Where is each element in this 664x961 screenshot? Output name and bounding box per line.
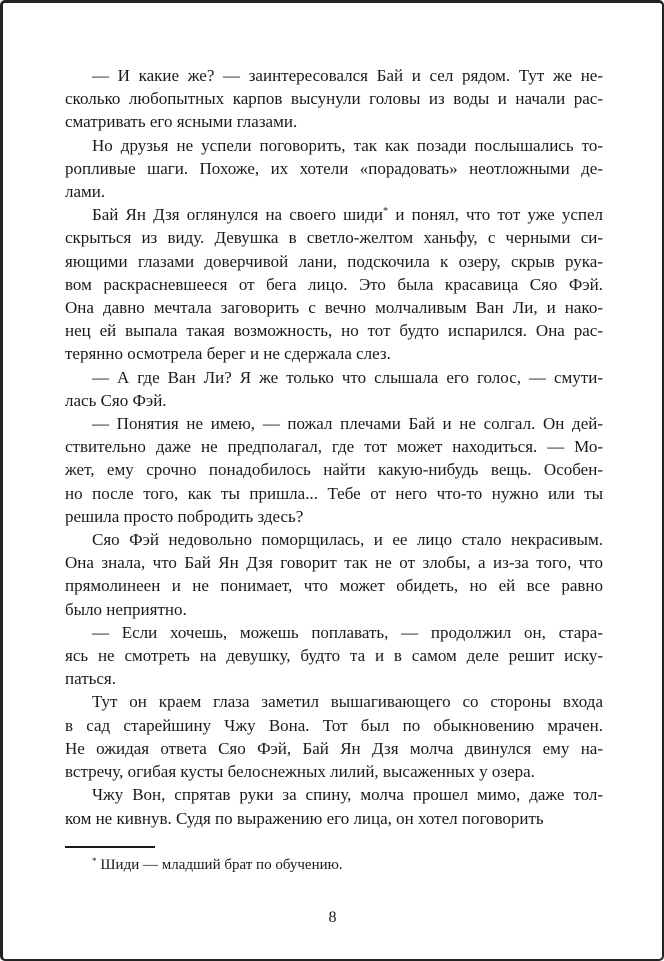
- text-line: нец ей выпала такая возможность, но тот будто испарился. Она рас-: [65, 321, 603, 341]
- text-line: — Понятия не имею, — пожал плечами Бай и не солгал. Он дей-: [92, 414, 603, 434]
- text-line: сматривать его ясными глазами.: [65, 112, 298, 132]
- paragraph: [65, 134, 603, 204]
- text-line: Чжу Вон, спрятав руки за спину, молча прошел мимо, даже тол-: [92, 785, 603, 805]
- text-line: терянно осмотрела берег и не сдержала слез.: [65, 344, 391, 364]
- text-line: скрыться из виду. Девушка в светло-желтом ханьфу, с черными си-: [65, 228, 603, 248]
- paragraph: [65, 366, 603, 412]
- text-line: Она давно мечтала заговорить с вечно молчаливым Ван Ли, и нако-: [65, 298, 603, 318]
- text-line: Но друзья не успели поговорить, так как позади послышались то-: [92, 135, 603, 155]
- footnote-marker: *: [92, 856, 97, 867]
- paragraph: [65, 64, 603, 134]
- text-line: Не ожидая ответа Сяо Фэй, Бай Ян Дзя молча двинулся ему на-: [65, 738, 603, 758]
- page-text: [65, 64, 603, 830]
- text-line: ствительно даже не предполагал, где тот может находиться. — Мо-: [65, 437, 603, 457]
- text-line: яющими глазами доверчивой лани, подскочила к озеру, скрыв рука-: [65, 251, 603, 271]
- text-line: ком не кивнув. Судя по выражению его лица, он хотел поговорить: [65, 808, 544, 828]
- page-number: 8: [328, 909, 337, 926]
- text-line: Она знала, что Бай Ян Дзя говорит так не от злобы, а из-за того, что: [65, 553, 603, 573]
- text-line: жет, ему срочно понадобилось найти какую-нибудь вещь. Особен-: [65, 460, 603, 480]
- text-line: Сяо Фэй недовольно поморщилась, и ее лицо стало некрасивым.: [92, 530, 603, 550]
- paragraph: [65, 621, 603, 691]
- text-line: Тут он краем глаза заметил вышагивающего со стороны входа: [92, 692, 603, 712]
- text-line: решила просто побродить здесь?: [65, 506, 304, 526]
- text-line: паться.: [65, 669, 116, 689]
- footnote-label: Шиди — младший брат по обучению.: [100, 857, 343, 873]
- text-line: было неприятно.: [65, 599, 187, 619]
- footnote-reference: *: [383, 206, 389, 218]
- text-line: прямолинеен и не понимает, что может обидеть, но ей все равно: [65, 576, 603, 596]
- paragraph: [65, 528, 603, 621]
- text-line: сколько любопытных карпов высунули головы из воды и начали рас-: [65, 89, 603, 109]
- text-line: встречу, огибая кусты белоснежных лилий, высаженных у озера.: [65, 762, 535, 782]
- text-line: ясь не смотреть на девушку, будто та и в самом деле решит иску-: [65, 646, 603, 666]
- text-line: вом раскрасневшееся от бега лицо. Это была красавица Сяо Фэй.: [65, 274, 603, 294]
- paragraph: [65, 203, 603, 365]
- paragraph: [65, 690, 603, 783]
- text-line: лась Сяо Фэй.: [65, 390, 167, 410]
- paragraph: [65, 412, 603, 528]
- text-line: но после того, как ты пришла... Тебе от него что-то нужно или ты: [65, 483, 603, 503]
- text-line: — А где Ван Ли? Я же только что слышала его голос, — смути-: [92, 367, 603, 387]
- footnote: [65, 855, 603, 875]
- text-line: Бай Ян Дзя оглянулся на своего шиди* и понял, что тот уже успел: [92, 205, 604, 225]
- text-line: лами.: [65, 182, 106, 202]
- paragraph: [65, 783, 603, 829]
- text-line: в сад старейшину Чжу Вона. Тот был по обыкновению мрачен.: [65, 715, 603, 735]
- footnote-divider: [65, 846, 155, 848]
- text-line: — И какие же? — заинтересовался Бай и сел рядом. Тут же не-: [92, 66, 603, 85]
- text-line: ропливые шаги. Похоже, их хотели «порадовать» неотложными де-: [65, 158, 603, 178]
- text-line: — Если хочешь, можешь поплавать, — продолжил он, стара-: [92, 622, 603, 642]
